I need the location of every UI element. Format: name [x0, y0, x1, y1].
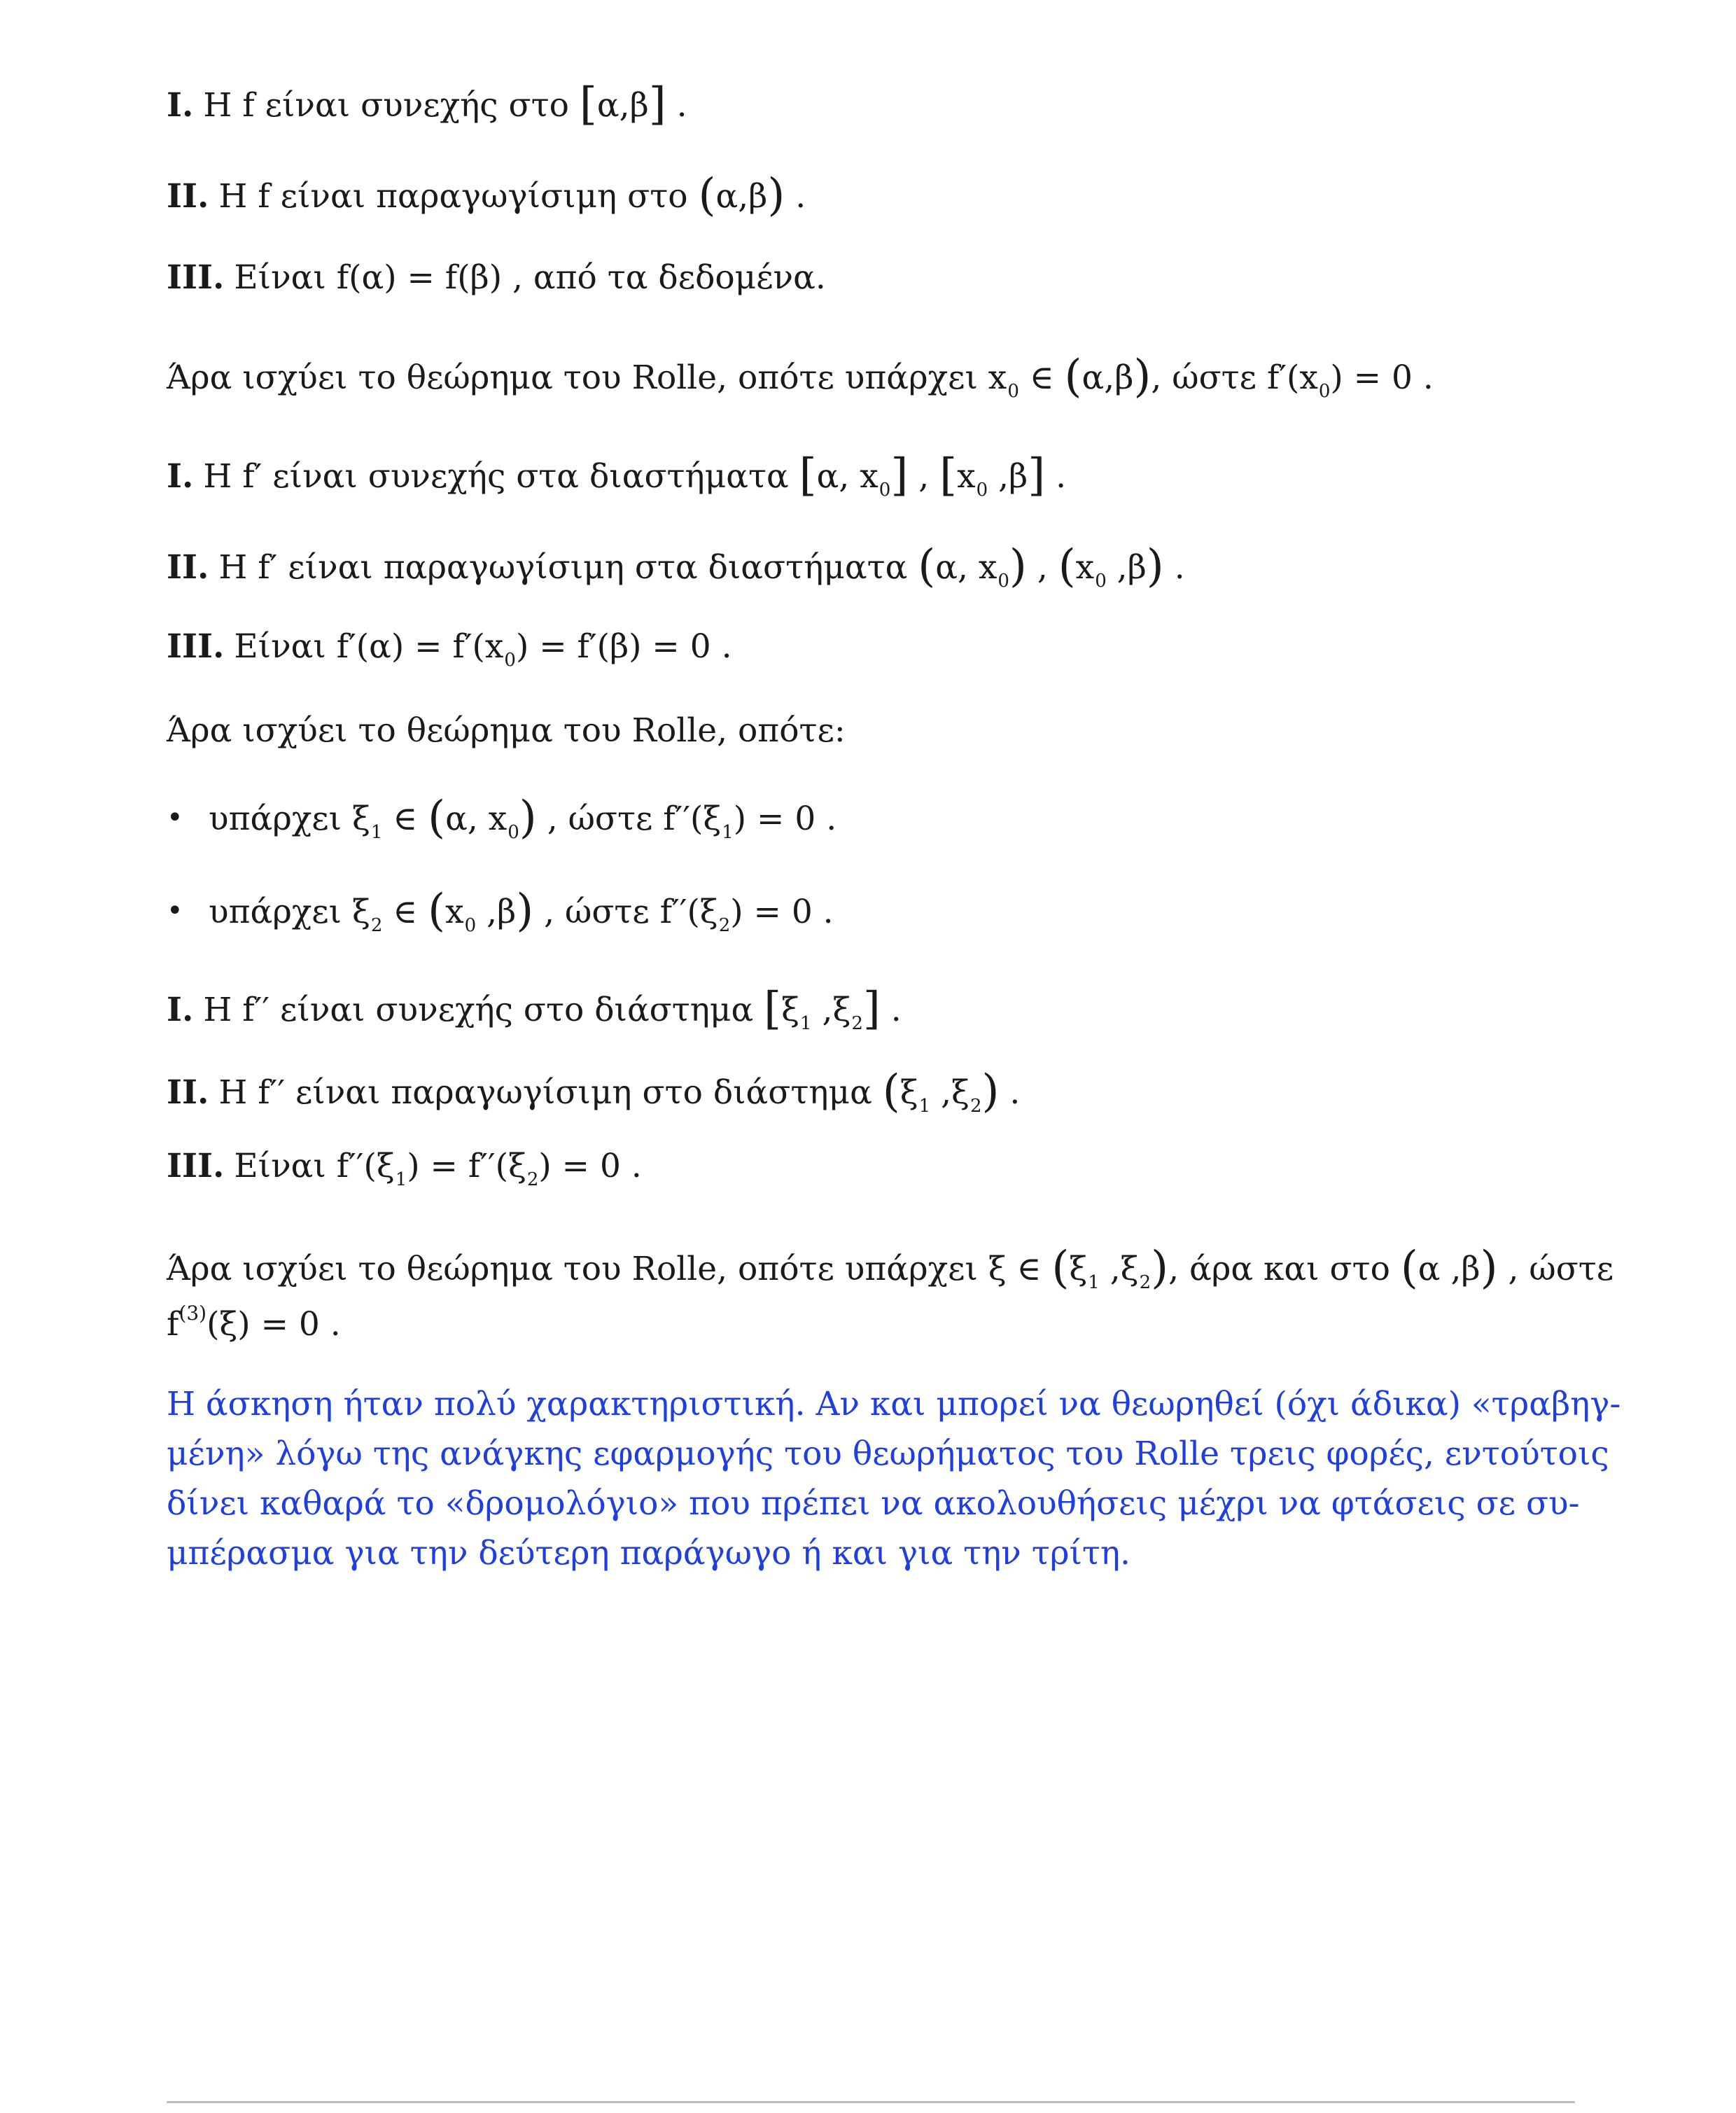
condition-2-fprime-differentiability: II. Η f′ είναι παραγωγίσιμη στα διαστήματα (α, $x_0$) , ($x_0$ ,β) .: [167, 541, 1185, 592]
roman-label: III.: [167, 1147, 225, 1185]
condition-2-fsecond-differentiability: II. Η f′′ είναι παραγωγίσιμη στο διάστημα ($\xi_1$ $,\xi_2$) .: [167, 1066, 1021, 1117]
commentary-line: μπέρασμα για την δεύτερη παράγωγο ή και για την τρίτη.: [167, 1534, 1130, 1572]
footer-divider: [167, 2101, 1575, 2103]
condition-1-continuity: I. Η f είναι συνεχής στο [α,β] .: [167, 78, 687, 130]
roman-label: I.: [167, 991, 194, 1029]
rolle-conclusion-3: Άρα ισχύει το θεώρημα του Rolle, οπότε υπάρχει ξ ∈ ($\xi_1$ $,\xi_2$), άρα και στο (α ,β) , ώστε: [167, 1242, 1614, 1294]
bullet-icon: •: [167, 895, 183, 927]
roman-label: II.: [167, 177, 209, 216]
bullet-icon: •: [167, 802, 183, 834]
third-derivative-result: $f^{(3)}(\xi) = 0$ .: [167, 1302, 341, 1344]
condition-3-fprime-values: III. Είναι $f'(\alpha) = f'(x_0) = f'(\beta) = 0$ .: [167, 627, 732, 671]
condition-3-fsecond-values: III. Είναι $f''(\xi_1) = f''(\xi_2) = 0$ .: [167, 1147, 642, 1190]
bullet-item-xi1: • υπάρχει $\xi_1$ ∈ (α, $x_0$) , ώστε $f''(\xi_1) = 0$ .: [167, 792, 837, 844]
bullet-item-xi2: • υπάρχει $\xi_2$ ∈ ($x_0$ ,β) , ώστε $f''(\xi_2) = 0$ .: [167, 885, 834, 937]
roman-label: II.: [167, 1073, 209, 1112]
commentary-line: Η άσκηση ήταν πολύ χαρακτηριστική. Αν και μπορεί να θεωρηθεί (όχι άδικα) «τραβηγ-: [167, 1385, 1621, 1423]
roman-label: III.: [167, 627, 225, 666]
commentary-line: δίνει καθαρά το «δρομολόγιο» που πρέπει να ακολουθήσεις μέχρι να φτάσεις σε συ-: [167, 1484, 1580, 1523]
rolle-conclusion-2: Άρα ισχύει το θεώρημα του Rolle, οπότε:: [167, 711, 846, 750]
roman-label: III.: [167, 258, 225, 297]
commentary-line: μένη» λόγω της ανάγκης εφαρμογής του θεωρήματος του Rolle τρεις φορές, εντούτοις: [167, 1435, 1609, 1473]
condition-2-differentiability: II. Η f είναι παραγωγίσιμη στο (α,β) .: [167, 169, 806, 221]
rolle-conclusion-1: Άρα ισχύει το θεώρημα του Rolle, οπότε υπάρχει $x_0$ ∈ (α,β), ώστε $f'(x_0) = 0$ .: [167, 351, 1434, 403]
condition-3-equal-values: III. Είναι f(α) = f(β) , από τα δεδομένα.: [167, 258, 826, 297]
roman-label: I.: [167, 86, 194, 125]
condition-1-fprime-continuity: I. Η f′ είναι συνεχής στα διαστήματα [α, $x_0$] , [$x_0$ ,β] .: [167, 449, 1067, 501]
condition-1-fsecond-continuity: I. Η f′′ είναι συνεχής στο διάστημα [$\xi_1$ $,\xi_2$] .: [167, 983, 902, 1035]
roman-label: I.: [167, 457, 194, 496]
commentary-paragraph: [167, 1379, 1621, 1578]
roman-label: II.: [167, 548, 209, 587]
